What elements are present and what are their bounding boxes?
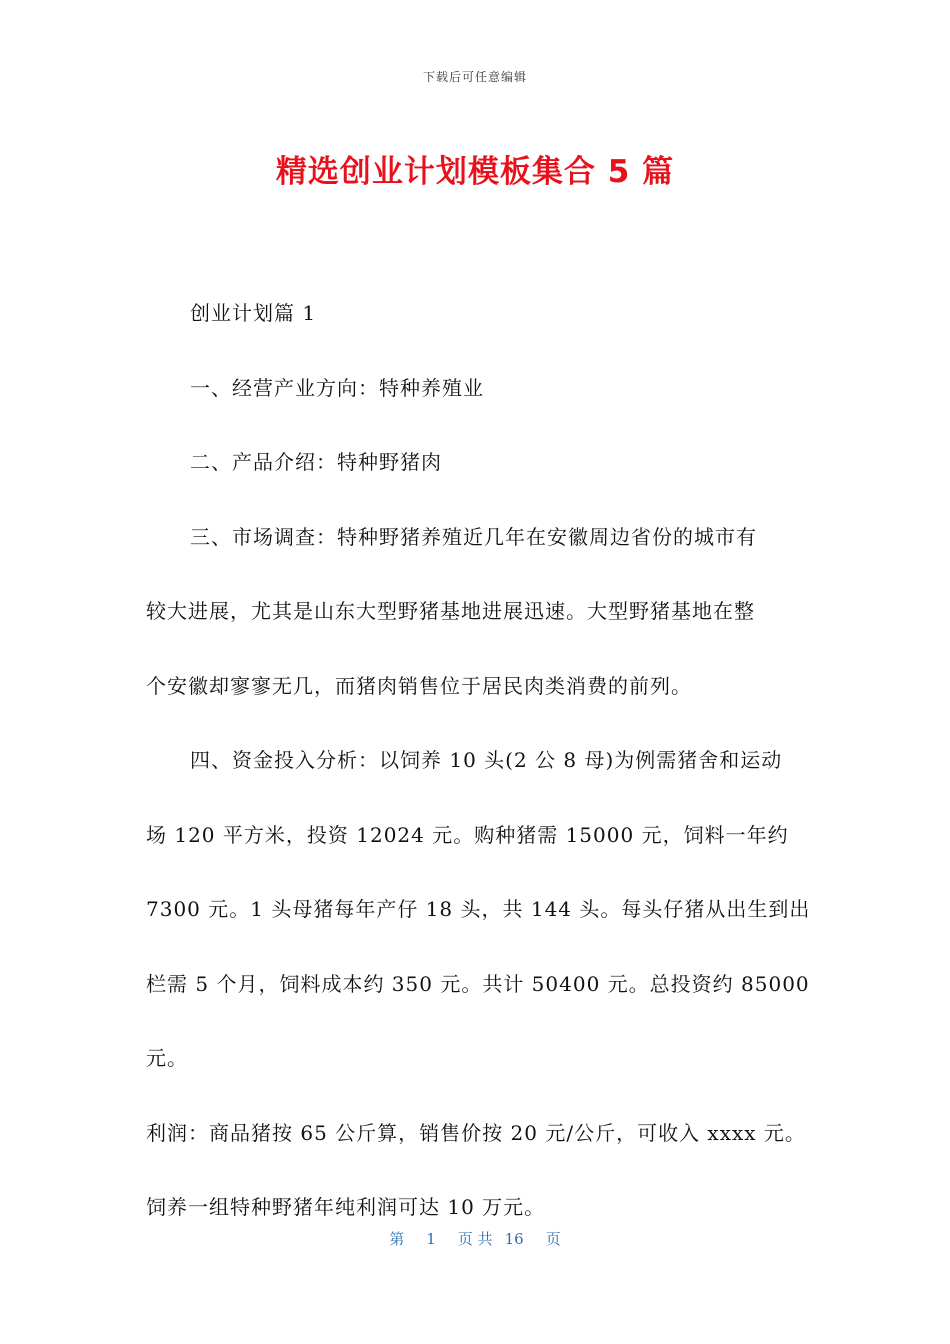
page-suffix: 页	[545, 1230, 561, 1248]
section-heading: 创业计划篇 1	[190, 301, 317, 325]
paragraph-line: 二、产品介绍：特种野猪肉	[190, 450, 442, 474]
document-title: 精选创业计划模板集合 5 篇	[275, 154, 675, 190]
paragraph-line: 饲养一组特种野猪年纯利润可达 10 万元。	[146, 1195, 546, 1219]
header-note: 下载后可任意编辑	[422, 70, 527, 84]
current-page-number: 1	[426, 1230, 436, 1248]
paragraph-line: 较大进展，尤其是山东大型野猪基地进展迅速。大型野猪基地在整	[146, 599, 755, 623]
page-mid-label: 页 共	[457, 1230, 493, 1248]
document-body	[146, 276, 826, 1245]
total-pages-number: 16	[504, 1230, 524, 1248]
page-prefix: 第	[389, 1230, 405, 1248]
paragraph-line: 个安徽却寥寥无几，而猪肉销售位于居民肉类消费的前列。	[146, 673, 692, 698]
paragraph-line: 7300 元。1 头母猪每年产仔 18 头，共 144 头。每头仔猪从出生到出	[146, 897, 811, 921]
page-footer	[0, 1228, 950, 1249]
paragraph-line: 一、经营产业方向：特种养殖业	[190, 375, 484, 400]
paragraph-line: 三、市场调查：特种野猪养殖近几年在安徽周边省份的城市有	[190, 524, 757, 549]
paragraph-line: 栏需 5 个月，饲料成本约 350 元。共计 50400 元。总投资约 85000 元。	[146, 971, 810, 1070]
paragraph-line: 四、资金投入分析：以饲养 10 头(2 公 8 母)为例需猪舍和运动	[190, 748, 783, 772]
paragraph-line: 场 120 平方米，投资 12024 元。购种猪需 15000 元，饲料一年约	[146, 822, 789, 847]
paragraph-line: 利润：商品猪按 65 公斤算，销售价按 20 元/公斤，可收入 xxxx 元。	[146, 1120, 806, 1145]
